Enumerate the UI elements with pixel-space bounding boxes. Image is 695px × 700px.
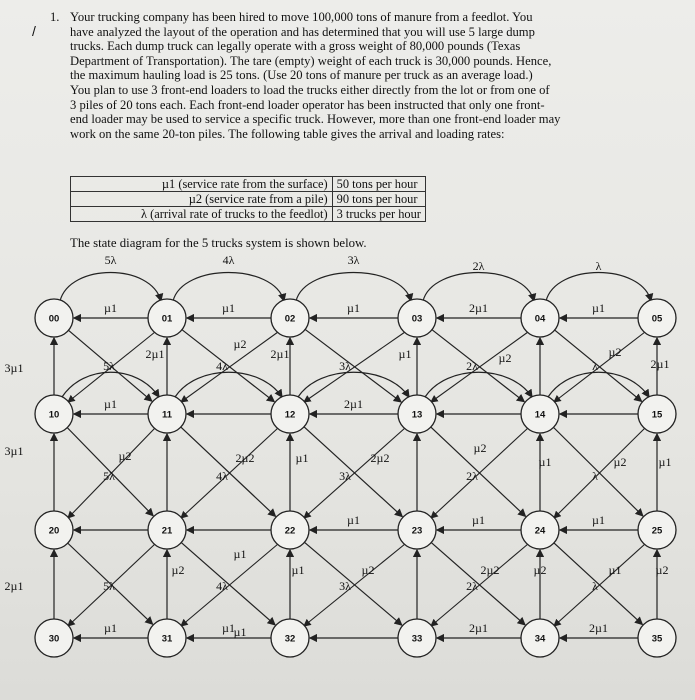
state-node xyxy=(638,395,676,433)
misc-rate-label: 2µ1 xyxy=(145,347,165,361)
rate-value: 3 trucks per hour xyxy=(332,207,425,222)
arrival-rate-label: λ xyxy=(595,259,602,273)
diagonal-rate-label: 4λ xyxy=(216,579,228,593)
problem-line: Your trucking company has been hired to move 100,000 tons of manure from a feedlot. You xyxy=(70,10,533,24)
arrival-arc xyxy=(546,273,651,302)
state-node xyxy=(35,299,73,337)
diagonal-rate-label: 3λ xyxy=(339,469,351,483)
pile-arrow xyxy=(554,332,645,402)
problem-line: work on the same 20-ton piles. The following table gives the arrival and loading rates: xyxy=(70,126,505,141)
rate-value: 50 tons per hour xyxy=(332,177,425,192)
problem-line: You plan to use 3 front-end loaders to load the trucks either directly from the lot or from one of xyxy=(70,82,550,97)
state-node xyxy=(638,511,676,549)
state-node xyxy=(148,299,186,337)
pile-arrow xyxy=(181,332,278,402)
misc-rate-label: µ1 xyxy=(608,563,622,577)
diagonal-rate-label: 3λ xyxy=(339,359,351,373)
state-node xyxy=(521,619,559,657)
misc-rate-label: µ2 xyxy=(608,345,622,359)
misc-rate-label: µ2 xyxy=(361,563,375,577)
arrival-arc xyxy=(296,273,411,302)
misc-rate-label: µ2 xyxy=(171,563,185,577)
diagonal-arrow xyxy=(181,543,275,625)
state-id: 33 xyxy=(411,633,423,645)
state-node xyxy=(638,619,676,657)
state-node xyxy=(398,395,436,433)
rate-label: µ2 (service rate from a pile) xyxy=(71,192,333,207)
state-id: 32 xyxy=(284,633,296,645)
misc-rate-label: 2µ2 xyxy=(480,563,500,577)
state-id: 30 xyxy=(48,633,60,645)
misc-rate-label: 2µ2 xyxy=(370,451,390,465)
service-rate-label: µ1 xyxy=(472,513,485,527)
state-id: 14 xyxy=(534,409,546,421)
misc-rate-label: µ1 xyxy=(233,625,247,639)
arrival-arc xyxy=(423,273,534,302)
problem-number: 1. xyxy=(50,10,60,24)
arrival-arc xyxy=(175,372,282,397)
state-id: 13 xyxy=(411,409,423,421)
state-node xyxy=(148,511,186,549)
diagonal-rate-label: 4λ xyxy=(216,469,228,483)
diagonal-rate-label: 2λ xyxy=(466,579,478,593)
misc-rate-label: 2µ1 xyxy=(650,357,670,371)
diagram-edges xyxy=(54,273,657,639)
state-node xyxy=(521,299,559,337)
misc-rate-label: µ2 xyxy=(533,563,547,577)
problem-line: the maximum hauling load is 25 tons. (Use 20 tons of manure per truck as an average load.) xyxy=(70,68,533,83)
diagonal-rate-label: 5λ xyxy=(103,469,115,483)
diagonal-arrow xyxy=(555,330,642,401)
state-node xyxy=(271,395,309,433)
state-id: 01 xyxy=(161,313,173,325)
diagonal-rate-label: 2λ xyxy=(466,359,478,373)
service-rate-label: µ1 xyxy=(222,301,235,315)
diagonal-rate-label: 3λ xyxy=(339,579,351,593)
state-id: 34 xyxy=(534,633,546,645)
state-id: 35 xyxy=(651,633,663,645)
state-id: 12 xyxy=(284,409,296,421)
service-rate-label: µ1 xyxy=(104,397,117,411)
service-rate-label: µ1 xyxy=(222,621,235,635)
state-node xyxy=(148,619,186,657)
problem-line: end loader may be used to service a specific truck. However, more than one front-end loader may xyxy=(70,112,561,127)
state-id: 20 xyxy=(48,525,60,537)
state-id: 22 xyxy=(284,525,296,537)
misc-rate-label: 2µ1 xyxy=(270,347,290,361)
state-node xyxy=(271,299,309,337)
state-id: 10 xyxy=(48,409,60,421)
rate-label: µ1 (service rate from the surface) xyxy=(71,177,333,192)
state-node xyxy=(271,619,309,657)
state-id: 05 xyxy=(651,313,663,325)
problem-line: have analyzed the layout of the operation and has determined that you will use 5 large dump xyxy=(70,24,535,39)
left-rate-label: 2µ1 xyxy=(4,579,24,593)
misc-rate-label: µ2 xyxy=(498,351,512,365)
misc-rate-label: µ1 xyxy=(398,347,412,361)
diagonal-arrow xyxy=(304,542,401,625)
diagram-caption: The state diagram for the 5 trucks system is shown below. xyxy=(70,236,367,250)
left-rate-label: 3µ1 xyxy=(4,444,24,458)
state-id: 23 xyxy=(411,525,423,537)
left-rate-label: 3µ1 xyxy=(4,361,24,375)
state-id: 11 xyxy=(161,409,173,421)
diagonal-rate-label: 4λ xyxy=(216,359,228,373)
state-id: 15 xyxy=(651,409,663,421)
state-node xyxy=(148,395,186,433)
arrival-rate-label: 4λ xyxy=(222,253,235,267)
state-id: 04 xyxy=(534,313,546,325)
diagonal-arrow xyxy=(304,427,402,517)
service-rate-label: µ1 xyxy=(104,621,117,635)
diagonal-rate-label: λ xyxy=(592,469,598,483)
misc-rate-label: µ2 xyxy=(655,563,669,577)
misc-rate-label: µ1 xyxy=(295,451,309,465)
diagonal-rate-label: λ xyxy=(592,579,598,593)
rate-label: λ (arrival rate of trucks to the feedlot) xyxy=(71,207,333,222)
state-id: 03 xyxy=(411,313,423,325)
diagonal-rate-label: 2λ xyxy=(466,469,478,483)
diagram-labels xyxy=(5,253,672,639)
diagonal-rate-label: 5λ xyxy=(103,359,115,373)
pile-arrow xyxy=(181,544,278,626)
pile-arrow xyxy=(431,544,528,626)
state-node xyxy=(271,511,309,549)
state-id: 31 xyxy=(161,633,173,645)
pile-arrow xyxy=(304,544,405,626)
misc-rate-label: µ2 xyxy=(473,441,487,455)
arrival-rate-label: 2λ xyxy=(472,259,485,273)
arrival-rate-label: 3λ xyxy=(347,253,360,267)
diagonal-arrow xyxy=(554,543,642,625)
diagonal-arrow xyxy=(553,427,642,516)
state-id: 25 xyxy=(651,525,663,537)
problem-line: 3 piles of 20 tons each. Each front-end loader operator has been instructed that only one front- xyxy=(70,97,545,112)
pile-arrow xyxy=(431,332,528,402)
state-node xyxy=(35,619,73,657)
misc-rate-label: µ1 xyxy=(233,547,247,561)
service-rate-label: 2µ1 xyxy=(344,397,363,411)
service-rate-label: 2µ1 xyxy=(469,301,488,315)
problem-line: trucks. Each dump truck can legally operate with a gross weight of 80,000 pounds (Texas xyxy=(70,39,521,54)
arrival-rate-label: 5λ xyxy=(104,253,117,267)
rate-value: 90 tons per hour xyxy=(332,192,425,207)
state-node xyxy=(398,299,436,337)
state-id: 24 xyxy=(534,525,546,537)
state-node xyxy=(521,511,559,549)
arrival-arc xyxy=(298,372,409,397)
pile-arrow xyxy=(304,332,405,402)
state-node xyxy=(398,511,436,549)
arrival-arc xyxy=(548,372,649,397)
state-id: 00 xyxy=(48,313,60,325)
service-rate-label: µ1 xyxy=(347,513,360,527)
diagonal-arrow xyxy=(431,543,525,625)
diagonal-rate-label: 5λ xyxy=(103,579,115,593)
service-rate-label: µ1 xyxy=(347,301,360,315)
margin-mark: / xyxy=(32,23,36,39)
misc-rate-label: µ2 xyxy=(613,455,627,469)
diagonal-arrow xyxy=(181,427,276,516)
state-node xyxy=(521,395,559,433)
state-node xyxy=(35,511,73,549)
service-rate-label: µ1 xyxy=(104,301,117,315)
misc-rate-label: µ1 xyxy=(658,455,672,469)
arrival-arc xyxy=(173,273,284,302)
misc-rate-label: µ2 xyxy=(118,449,132,463)
state-id: 21 xyxy=(161,525,173,537)
service-rate-label: 2µ1 xyxy=(589,621,608,635)
state-node xyxy=(638,299,676,337)
service-rate-label: 2µ1 xyxy=(469,621,488,635)
state-id: 02 xyxy=(284,313,296,325)
arrival-arc xyxy=(62,372,159,397)
service-rate-label: µ1 xyxy=(592,301,605,315)
arrival-arc xyxy=(425,372,532,397)
state-node xyxy=(35,395,73,433)
misc-rate-label: µ2 xyxy=(233,337,247,351)
arrival-arc xyxy=(60,273,161,302)
state-node xyxy=(398,619,436,657)
misc-rate-label: µ1 xyxy=(291,563,305,577)
service-rate-label: µ1 xyxy=(592,513,605,527)
misc-rate-label: µ1 xyxy=(538,455,552,469)
diagonal-rate-label: λ xyxy=(592,359,598,373)
misc-rate-label: 2µ2 xyxy=(235,451,255,465)
problem-line: Department of Transportation). The tare (empty) weight of each truck is 30,000 pounds. Hence, xyxy=(70,53,552,68)
